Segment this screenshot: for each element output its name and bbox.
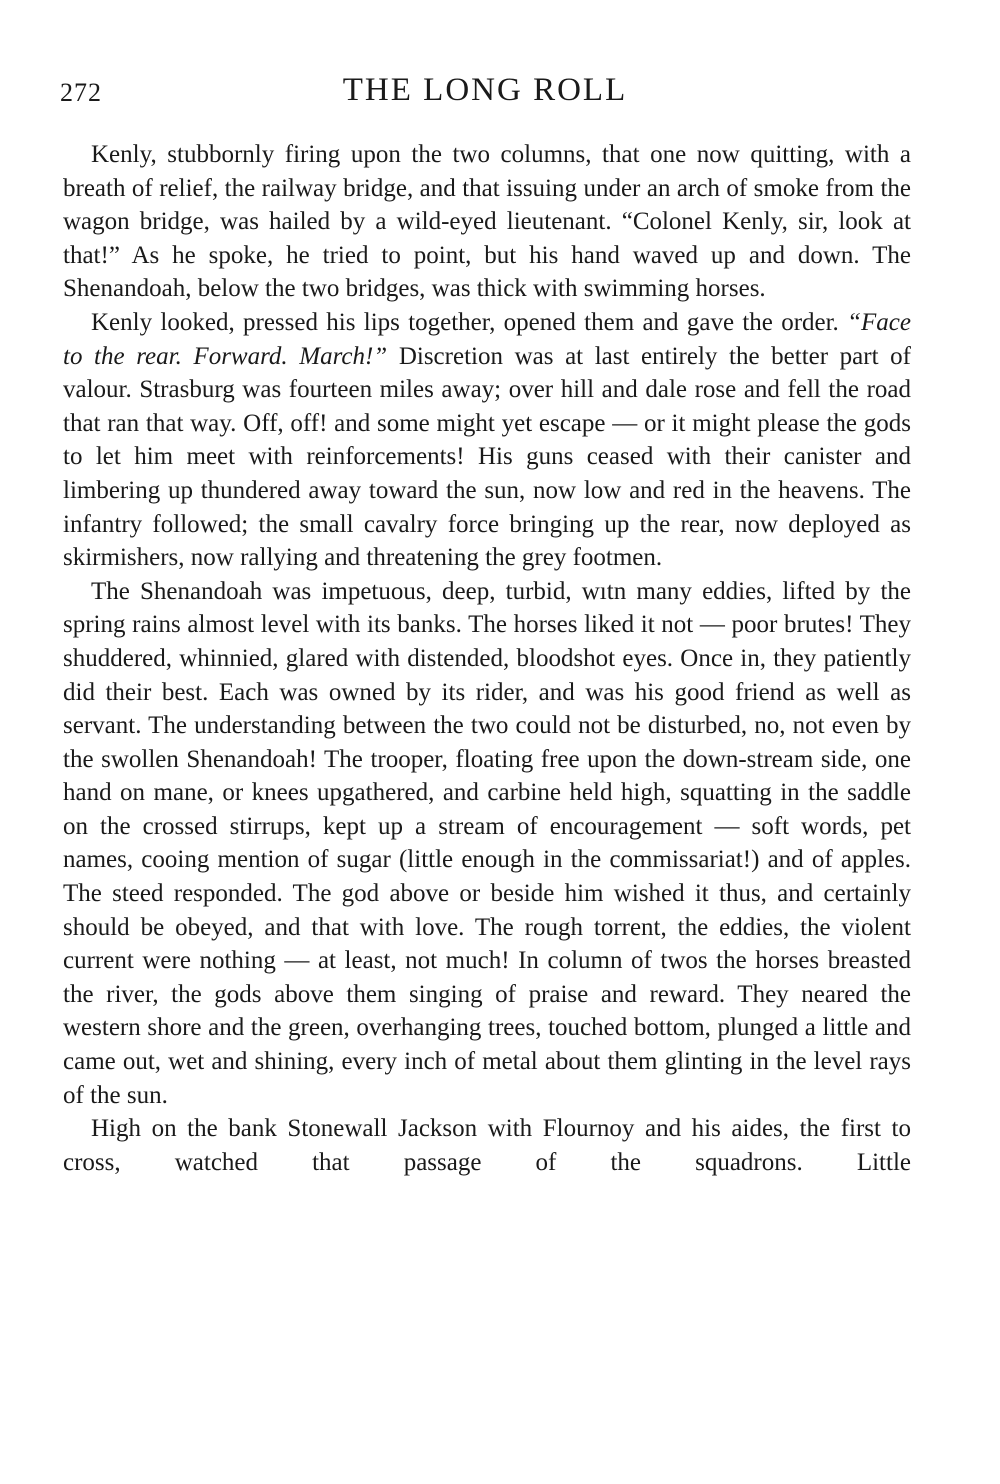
paragraph-shenandoah-crossing: The Shenandoah was impetuous, deep, turbid, wıtn many eddies, lifted by the spring rains almost level with its banks. The horses liked it not — poor brutes! They shuddered, whinnied, glared with distended, bloodshot eyes. Once in, they patiently did their best. Each was owned by its rider, and was his good friend as well as servant. The understanding between the two could not be disturbed, no, not even by the swollen Shenandoah! The trooper, floating free upon the down-stream side, one hand on mane, or knees upgathered, and carbine held high, squatting in the saddle on the crossed stirrups, kept up a stream of encouragement — soft words, pet names, cooing mention of sugar (little enough in the commissariat!) and of apples. The steed responded. The god above or beside him wished it thus, and certainly should be obeyed, and that with love. The rough torrent, the eddies, the violent current were nothing — at least, not much! In column of twos the horses breasted the river, the gods above them singing of praise and reward. They neared the western shore and the green, overhanging trees, touched bottom, plunged a little and came out, wet and shining, every inch of metal about them glinting in the level rays of the sun. xyxy=(63,577,911,1109)
page-header xyxy=(60,72,910,112)
running-title: THE LONG ROLL xyxy=(342,72,628,108)
order-text-after: Discretion was at last entirely the better part of valour. Strasburg was fourteen miles away; over hill and dale rose and fell the road that ran that way. Off, off! and some might yet escape — or it might please the gods to let him meet with reinforcements! His guns ceased with their canister and limbering up thundered away toward the sun, now low and red in the heavens. The infantry followed; the small cavalry force bringing up the rear, now deployed as skirmishers, now rallying and threatening the grey footmen. xyxy=(63,342,911,572)
order-text-before: Kenly looked, pressed his lips together, opened them and gave the order. xyxy=(91,308,848,336)
text-body xyxy=(63,138,911,1179)
page-number: 272 xyxy=(60,78,102,107)
order-quote: “Face to the rear. Forward. March!” xyxy=(63,308,911,370)
paragraph-kenly-order xyxy=(63,306,911,575)
paragraph-jackson-watching: High on the bank Stonewall Jackson with Flournoy and his aides, the first to cross, watched that passage of the squadrons. Little xyxy=(63,1115,911,1176)
paragraph-kenly-firing: Kenly, stubbornly firing upon the two columns, that one now quitting, with a breath of relief, the railway bridge, and that issuing under an arch of smoke from the wagon bridge, was hailed by a wild-eyed lieutenant. “Colonel Kenly, sir, look at that!” As he spoke, he tried to point, but his hand waved up and down. The Shenandoah, below the two bridges, was thick with swimming horses. xyxy=(63,141,911,303)
